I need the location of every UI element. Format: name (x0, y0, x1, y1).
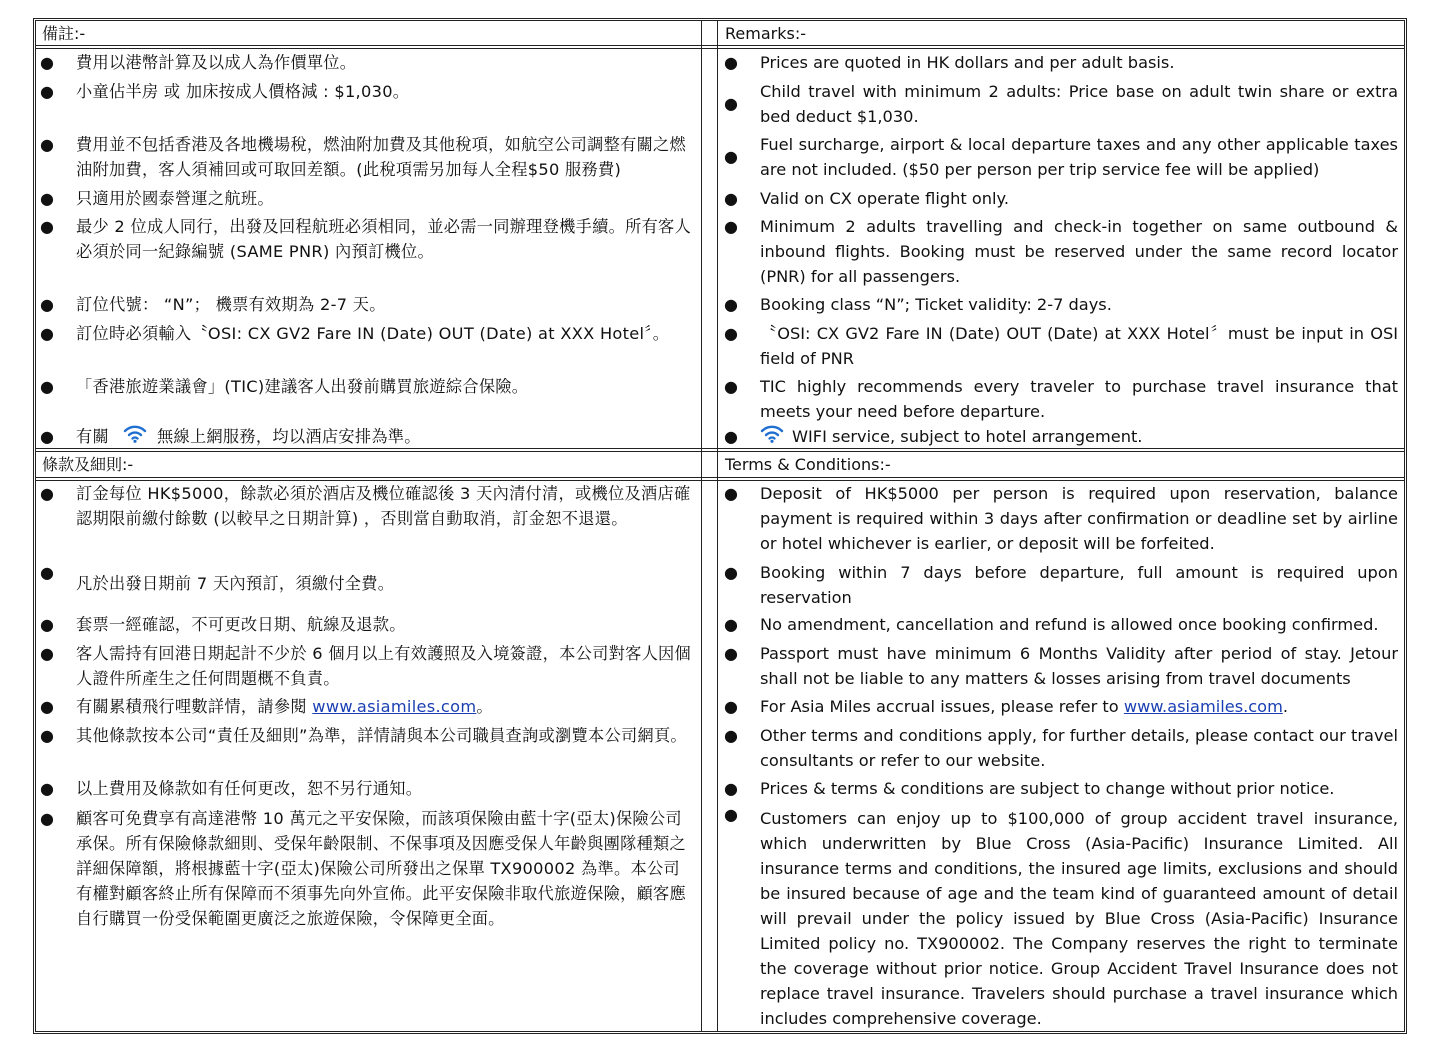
terms-zh-header: 條款及細則:- (42, 455, 134, 474)
bullet: ● (40, 484, 54, 503)
asiamiles-link[interactable]: www.asiamiles.com (1123, 697, 1283, 716)
bullet: ● (40, 189, 54, 208)
column-divider (701, 20, 718, 1032)
bullet: ● (724, 377, 738, 396)
bullet: ● (724, 563, 738, 582)
remarks-zh-header: 備註:- (42, 24, 86, 43)
bullet: ● (724, 697, 738, 716)
bullet: ● (724, 94, 738, 113)
bullet: ● (724, 484, 738, 503)
bullet: ● (40, 295, 54, 314)
bullet: ● (40, 135, 54, 154)
bullet: ● (40, 644, 54, 663)
bullet: ● (724, 217, 738, 236)
bullet: ● (40, 615, 54, 634)
bullet: ● (724, 53, 738, 72)
bullet: ● (40, 53, 54, 72)
bullet: ● (40, 217, 54, 236)
bullet: ● (40, 697, 54, 716)
bullet: ● (40, 726, 54, 745)
wifi-icon (760, 425, 784, 450)
terms-en-header: Terms & Conditions:- (725, 455, 891, 474)
bullet: ● (40, 563, 54, 582)
bullet: ● (724, 324, 738, 343)
bullet: ● (40, 427, 54, 446)
remarks-en-header: Remarks:- (725, 24, 806, 43)
bullet: ● (724, 295, 738, 314)
bullet: ● (724, 189, 738, 208)
bullet: ● (40, 82, 54, 101)
bullet: ● (724, 644, 738, 663)
bullet: ● (724, 779, 738, 798)
bullet: ● (724, 805, 738, 824)
bullet: ● (40, 809, 54, 828)
bullet: ● (724, 147, 738, 166)
bullet: ● (40, 779, 54, 798)
bullet: ● (40, 377, 54, 396)
wifi-icon (123, 425, 147, 450)
asiamiles-link[interactable]: www.asiamiles.com (312, 697, 477, 716)
bullet: ● (724, 726, 738, 745)
header-divider-top (35, 45, 1405, 49)
bullet: ● (40, 324, 54, 343)
bullet: ● (724, 427, 738, 446)
bullet: ● (724, 615, 738, 634)
